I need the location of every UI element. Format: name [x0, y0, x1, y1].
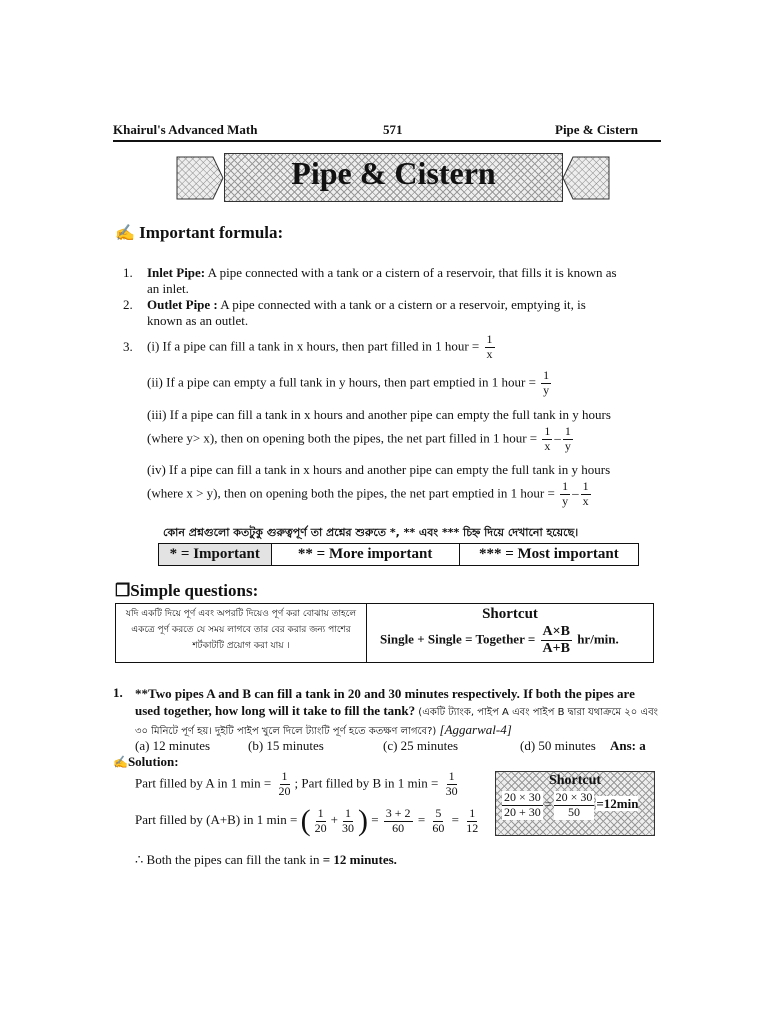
section-heading-text: Simple questions: — [130, 581, 259, 600]
list-number: 3. — [123, 339, 133, 354]
right-arrow-decoration — [561, 155, 611, 201]
close-paren: ) — [357, 804, 368, 837]
conclusion-text: ∴ Both the pipes can fill the tank in — [135, 852, 323, 867]
page-number: 571 — [383, 122, 403, 137]
q1-shortcut-formula — [500, 791, 638, 820]
answer: Ans: a — [610, 738, 646, 753]
importance-legend — [158, 543, 639, 566]
left-arrow-decoration — [175, 155, 225, 201]
formula-3i — [147, 333, 497, 362]
formula-text: (ii) If a pipe can empty a full tank in y hours, then part emptied in 1 hour = — [147, 374, 536, 390]
denominator: 60 — [392, 820, 405, 835]
fraction — [554, 791, 595, 820]
numerator: 1 — [344, 805, 351, 820]
legend-most-important: *** = Most important — [478, 546, 619, 562]
term-text: A pipe connected with a tank or a cistern or a reservoir, emptying it, is — [217, 297, 586, 312]
numerator: 1 — [448, 769, 455, 783]
operator: + — [330, 811, 338, 827]
numerator: 1 — [281, 769, 288, 783]
numerator: 1 — [562, 479, 569, 493]
formula-text: (i) If a pipe can fill a tank in x hours, then part filled in 1 hour = — [147, 338, 480, 354]
operator: – — [554, 430, 561, 446]
importance-note: কোন প্রশ্নগুলো কতটুকু গুরুত্বপূর্ণ তা প্রশ্নের শুরুতে *, ** এবং *** চিহ্ন দিয়ে দেখানো হয়েছে। — [163, 526, 579, 539]
numerator: 5 — [435, 805, 442, 820]
q1-shortcut-title: Shortcut — [548, 773, 602, 788]
shortcut-formula-cell — [367, 604, 653, 662]
shortcut-info-box — [115, 603, 654, 663]
shortcut-result: =12min — [596, 796, 639, 812]
denominator: 30 — [341, 820, 354, 835]
equals: = — [451, 811, 459, 827]
shortcut-formula — [380, 624, 619, 657]
denominator: 50 — [567, 804, 580, 819]
fraction — [277, 770, 293, 799]
formula-3iii-line2 — [147, 425, 575, 454]
fraction — [313, 807, 329, 836]
term-label: Inlet Pipe: — [147, 265, 206, 280]
formula-text: Single + Single = Together = — [380, 631, 536, 647]
header-book-title: Khairul's Advanced Math — [113, 122, 258, 137]
fraction — [560, 480, 570, 509]
equals: = — [417, 811, 426, 827]
option-d: (d) 50 minutes — [520, 738, 596, 753]
fraction — [541, 624, 572, 657]
page-title: Pipe & Cistern — [291, 155, 496, 191]
fraction — [581, 480, 591, 509]
denominator: y — [562, 493, 569, 508]
fraction — [430, 807, 446, 836]
term-text: A pipe connected with a tank or a cistern of a reservoir, that fills it is known as — [205, 265, 617, 280]
formula-text: (where y> x), then on opening both the pipes, the net part filled in 1 hour = — [147, 430, 538, 446]
denominator: 12 — [466, 820, 479, 835]
simple-questions-heading — [115, 581, 258, 601]
numerator: 1 — [564, 424, 571, 438]
option-a: (a) 12 minutes — [135, 738, 211, 753]
denominator: 20 + 30 — [504, 804, 541, 819]
list-number: 2. — [123, 297, 133, 312]
fraction — [541, 369, 551, 398]
denominator: x — [544, 438, 551, 453]
option-b: (b) 15 minutes — [248, 738, 324, 753]
question-text — [135, 685, 660, 740]
operator: – — [572, 485, 579, 501]
question-number: 1. — [113, 685, 123, 700]
denominator: 20 — [278, 783, 291, 798]
formula-3ii — [147, 369, 553, 398]
conclusion-answer: = 12 minutes. — [322, 852, 397, 867]
important-formula-heading — [115, 223, 283, 243]
solution-line-1 — [135, 770, 462, 799]
formula-item-outlet — [147, 297, 667, 329]
bengali-explanation: যদি একটি দিয়ে পূর্ণ এবং অপরটি দিয়েও পূর্ণ করা বোঝায় তাহলে একত্রে পূর্ণ করতে যে সময় লাগবে তার বের করার জন্য পাশের শর্টকাটটি প্রয়োগ করা যায় । — [116, 604, 367, 662]
fraction — [563, 425, 573, 454]
separator: ; — [294, 775, 299, 791]
header-rule — [113, 140, 661, 142]
formula-text: Part filled by A in 1 min = — [135, 775, 272, 791]
numerator: 3 + 2 — [385, 805, 411, 820]
section-heading-text: Important formula: — [139, 223, 284, 242]
fraction — [444, 770, 460, 799]
solution-line-2 — [135, 806, 482, 836]
pen-writing-icon: ✍ — [115, 225, 135, 242]
numerator: 1 — [543, 368, 550, 382]
formula-3iv-line2 — [147, 480, 593, 509]
solution-label-text: Solution: — [127, 754, 179, 769]
fraction — [340, 807, 356, 836]
denominator: 20 — [314, 820, 327, 835]
open-paren: ( — [300, 804, 311, 837]
shortcut-title: Shortcut — [482, 606, 538, 622]
fraction — [542, 425, 552, 454]
term-text: known as an outlet. — [147, 313, 249, 328]
pen-writing-icon: ✍ — [113, 755, 128, 769]
denominator: 30 — [445, 783, 458, 798]
denominator: A+B — [542, 641, 570, 657]
formula-text: Part filled by B in 1 min = — [301, 775, 439, 791]
numerator: 20 × 30 — [555, 790, 593, 804]
header-chapter: Pipe & Cistern — [555, 122, 639, 137]
denominator: x — [582, 493, 589, 508]
list-number: 1. — [123, 265, 133, 280]
option-c: (c) 25 minutes — [383, 738, 459, 753]
denominator: y — [543, 382, 550, 397]
solution-conclusion — [135, 852, 397, 868]
question-english: **Two pipes A and B can fill a tank in 20 and 30 minutes respectively. If both the pipes are used together, how long will it take to fill the tank? — [135, 686, 635, 718]
fraction — [464, 807, 480, 836]
fraction — [502, 791, 543, 820]
solution-label — [113, 754, 179, 770]
formula-item-inlet — [147, 265, 667, 297]
numerator: 1 — [317, 805, 324, 820]
legend-important: * = Important — [159, 544, 272, 565]
question-bengali: (একটি ট্যাংক, পাইপ A এবং পাইপ B দ্বারা যথাক্রমে ২০ এবং ৩০ মিনিটে পূর্ণ হয়। দুইটি পাইপ খুলে দিলে ট্যাংটি পূর্ণ হতে কতক্ষণ লাগবে?) — [135, 707, 658, 737]
unit-text: hr/min. — [573, 631, 619, 647]
numerator: 1 — [544, 424, 551, 438]
legend-more-important: ** = More important — [272, 544, 460, 565]
fraction — [384, 807, 413, 836]
denominator: 60 — [432, 820, 445, 835]
equals: = — [371, 811, 379, 827]
denominator: y — [564, 438, 571, 453]
numerator: 1 — [469, 805, 476, 820]
denominator: x — [486, 346, 493, 361]
checkbox-icon: ❒ — [115, 581, 131, 600]
formula-3iii-line1: (iii) If a pipe can fill a tank in x hours and another pipe can empty the full tank in y hours — [147, 407, 611, 422]
numerator: 20 × 30 — [504, 790, 541, 804]
formula-text: Part filled by (A+B) in 1 min = — [135, 811, 298, 827]
formula-3iv-line1: (iv) If a pipe can fill a tank in x hours and another pipe can empty the full tank in y hours — [147, 462, 611, 477]
question-source: [Aggarwal-4] — [436, 722, 512, 737]
term-label: Outlet Pipe : — [147, 297, 218, 312]
numerator: A×B — [541, 624, 572, 641]
fraction — [485, 333, 495, 362]
term-text: an inlet. — [147, 281, 189, 296]
equals: = — [544, 797, 552, 812]
formula-text: (where x > y), then on opening both the pipes, the net part emptied in 1 hour = — [147, 485, 555, 501]
numerator: 1 — [582, 479, 589, 493]
numerator: 1 — [486, 332, 493, 346]
